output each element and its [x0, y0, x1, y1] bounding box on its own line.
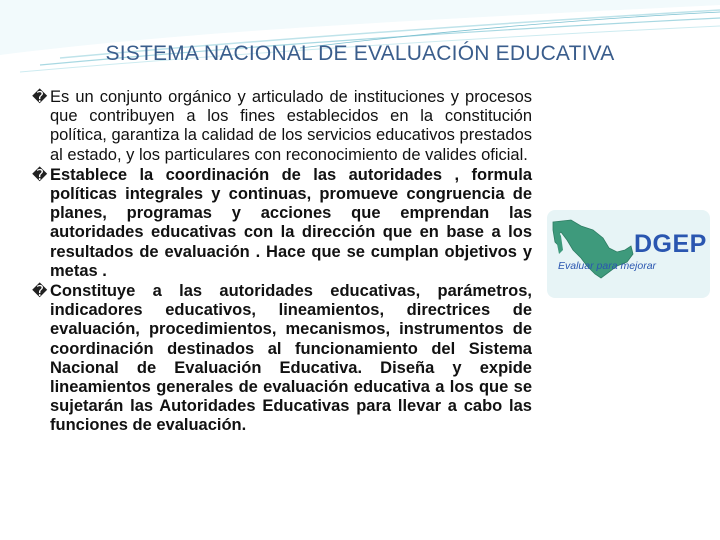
logo-brand-text: DGEP [634, 230, 707, 258]
slide-title: SISTEMA NACIONAL DE EVALUACIÓN EDUCATIVA [105, 42, 615, 65]
bullet-item [32, 166, 532, 281]
bullet-text: Establece la coordinación de las autoridades , formula políticas integrales y continuas, promueve congruencia de planes, programas y acciones que emprendan las autoridades educativas con la dirección que en base a los resultados de evaluación . Hace que se cumplan objetivos y metas . [50, 165, 532, 280]
dgep-logo [547, 210, 710, 298]
bullet-marker-icon: � [32, 283, 48, 301]
bullet-text: Constituye a las autoridades educativas, parámetros, indicadores educativos, lineamientos, directrices de evaluación, procedimientos, mecanismos, instrumentos de coordinación destinados al funcionamiento del Sistema Nacional de Evaluación Educativa. Diseña y expide lineamientos generales de evaluación educativa a los que se sujetarán las Autoridades Educativas para llevar a cabo las funciones de evaluación. [50, 282, 532, 435]
bullet-marker-icon: � [32, 166, 48, 184]
bullet-item [32, 88, 532, 165]
bullet-marker-icon: � [32, 89, 48, 106]
mexico-map-icon [551, 216, 635, 282]
bullet-text: Es un conjunto orgánico y articulado de instituciones y procesos que contribuyen a los fines establecidos en la constitución política, garantiza la calidad de los servicios educativos prestados al estado, y los particulares con reconocimiento de valides oficial. [50, 88, 532, 164]
bullet-list [32, 88, 532, 436]
bullet-item [32, 282, 532, 436]
logo-tagline: Evaluar para mejorar [558, 260, 657, 272]
